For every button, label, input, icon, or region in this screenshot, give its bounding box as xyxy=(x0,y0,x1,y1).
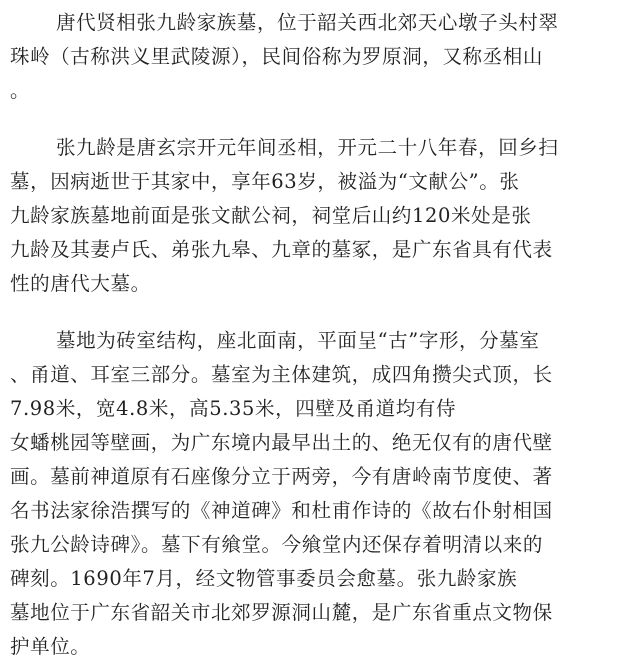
text-line: 九龄及其妻卢氏、弟张九皋、九章的墓冢，是广东省具有代表 xyxy=(10,238,553,261)
paragraph-gap xyxy=(10,301,634,324)
text-line: 墓，因病逝世于其家中，享年63岁，被溢为“文献公”。张 xyxy=(10,170,520,193)
paragraph-1 xyxy=(10,6,634,108)
text-line: 张九公龄诗碑》。墓下有飨堂。今飨堂内还保存着明清以来的 xyxy=(10,533,543,556)
text-line: 墓地为砖室结构，座北面南，平面呈“古”字形，分墓室 xyxy=(56,329,540,352)
text-line: 护单位。 xyxy=(10,635,91,658)
text-line: 性的唐代大墓。 xyxy=(10,272,151,295)
paragraph-3 xyxy=(10,324,634,664)
text-line: 张九龄是唐玄宗开元年间丞相，开元二十八年春，回乡扫 xyxy=(56,136,559,159)
text-line: 7.98米，宽4.8米，高5.35米，四壁及甬道均有侍 xyxy=(10,397,457,420)
text-line: 唐代贤相张九龄家族墓，位于韶关西北郊天心墩子头村翠 xyxy=(56,11,559,34)
text-line: 画。墓前神道原有石座像分立于两旁，今有唐岭南节度使、著 xyxy=(10,465,553,488)
text-line: 、甬道、耳室三部分。墓室为主体建筑，成四角攒尖式顶，长 xyxy=(10,363,553,386)
text-line: 九龄家族墓地前面是张文献公祠，祠堂后山约120米处是张 xyxy=(10,204,532,227)
paragraph-2 xyxy=(10,131,634,301)
text-line: 碑刻。1690年7月，经文物管事委员会愈墓。张九龄家族 xyxy=(10,567,518,590)
text-line: 珠岭（古称洪义里武陵源），民间俗称为罗原洞，又称丞相山 xyxy=(10,45,543,68)
text-line: 名书法家徐浩撰写的《神道碑》和杜甫作诗的《故右仆射相国 xyxy=(10,499,553,522)
text-line: 女蟠桃园等壁画，为广东境内最早出土的、绝无仅有的唐代壁 xyxy=(10,431,553,454)
text-line: 墓地位于广东省韶关市北郊罗源洞山麓，是广东省重点文物保 xyxy=(10,601,553,624)
paragraph-gap xyxy=(10,108,634,131)
text-line: 。 xyxy=(10,79,31,102)
article-body xyxy=(10,6,634,664)
